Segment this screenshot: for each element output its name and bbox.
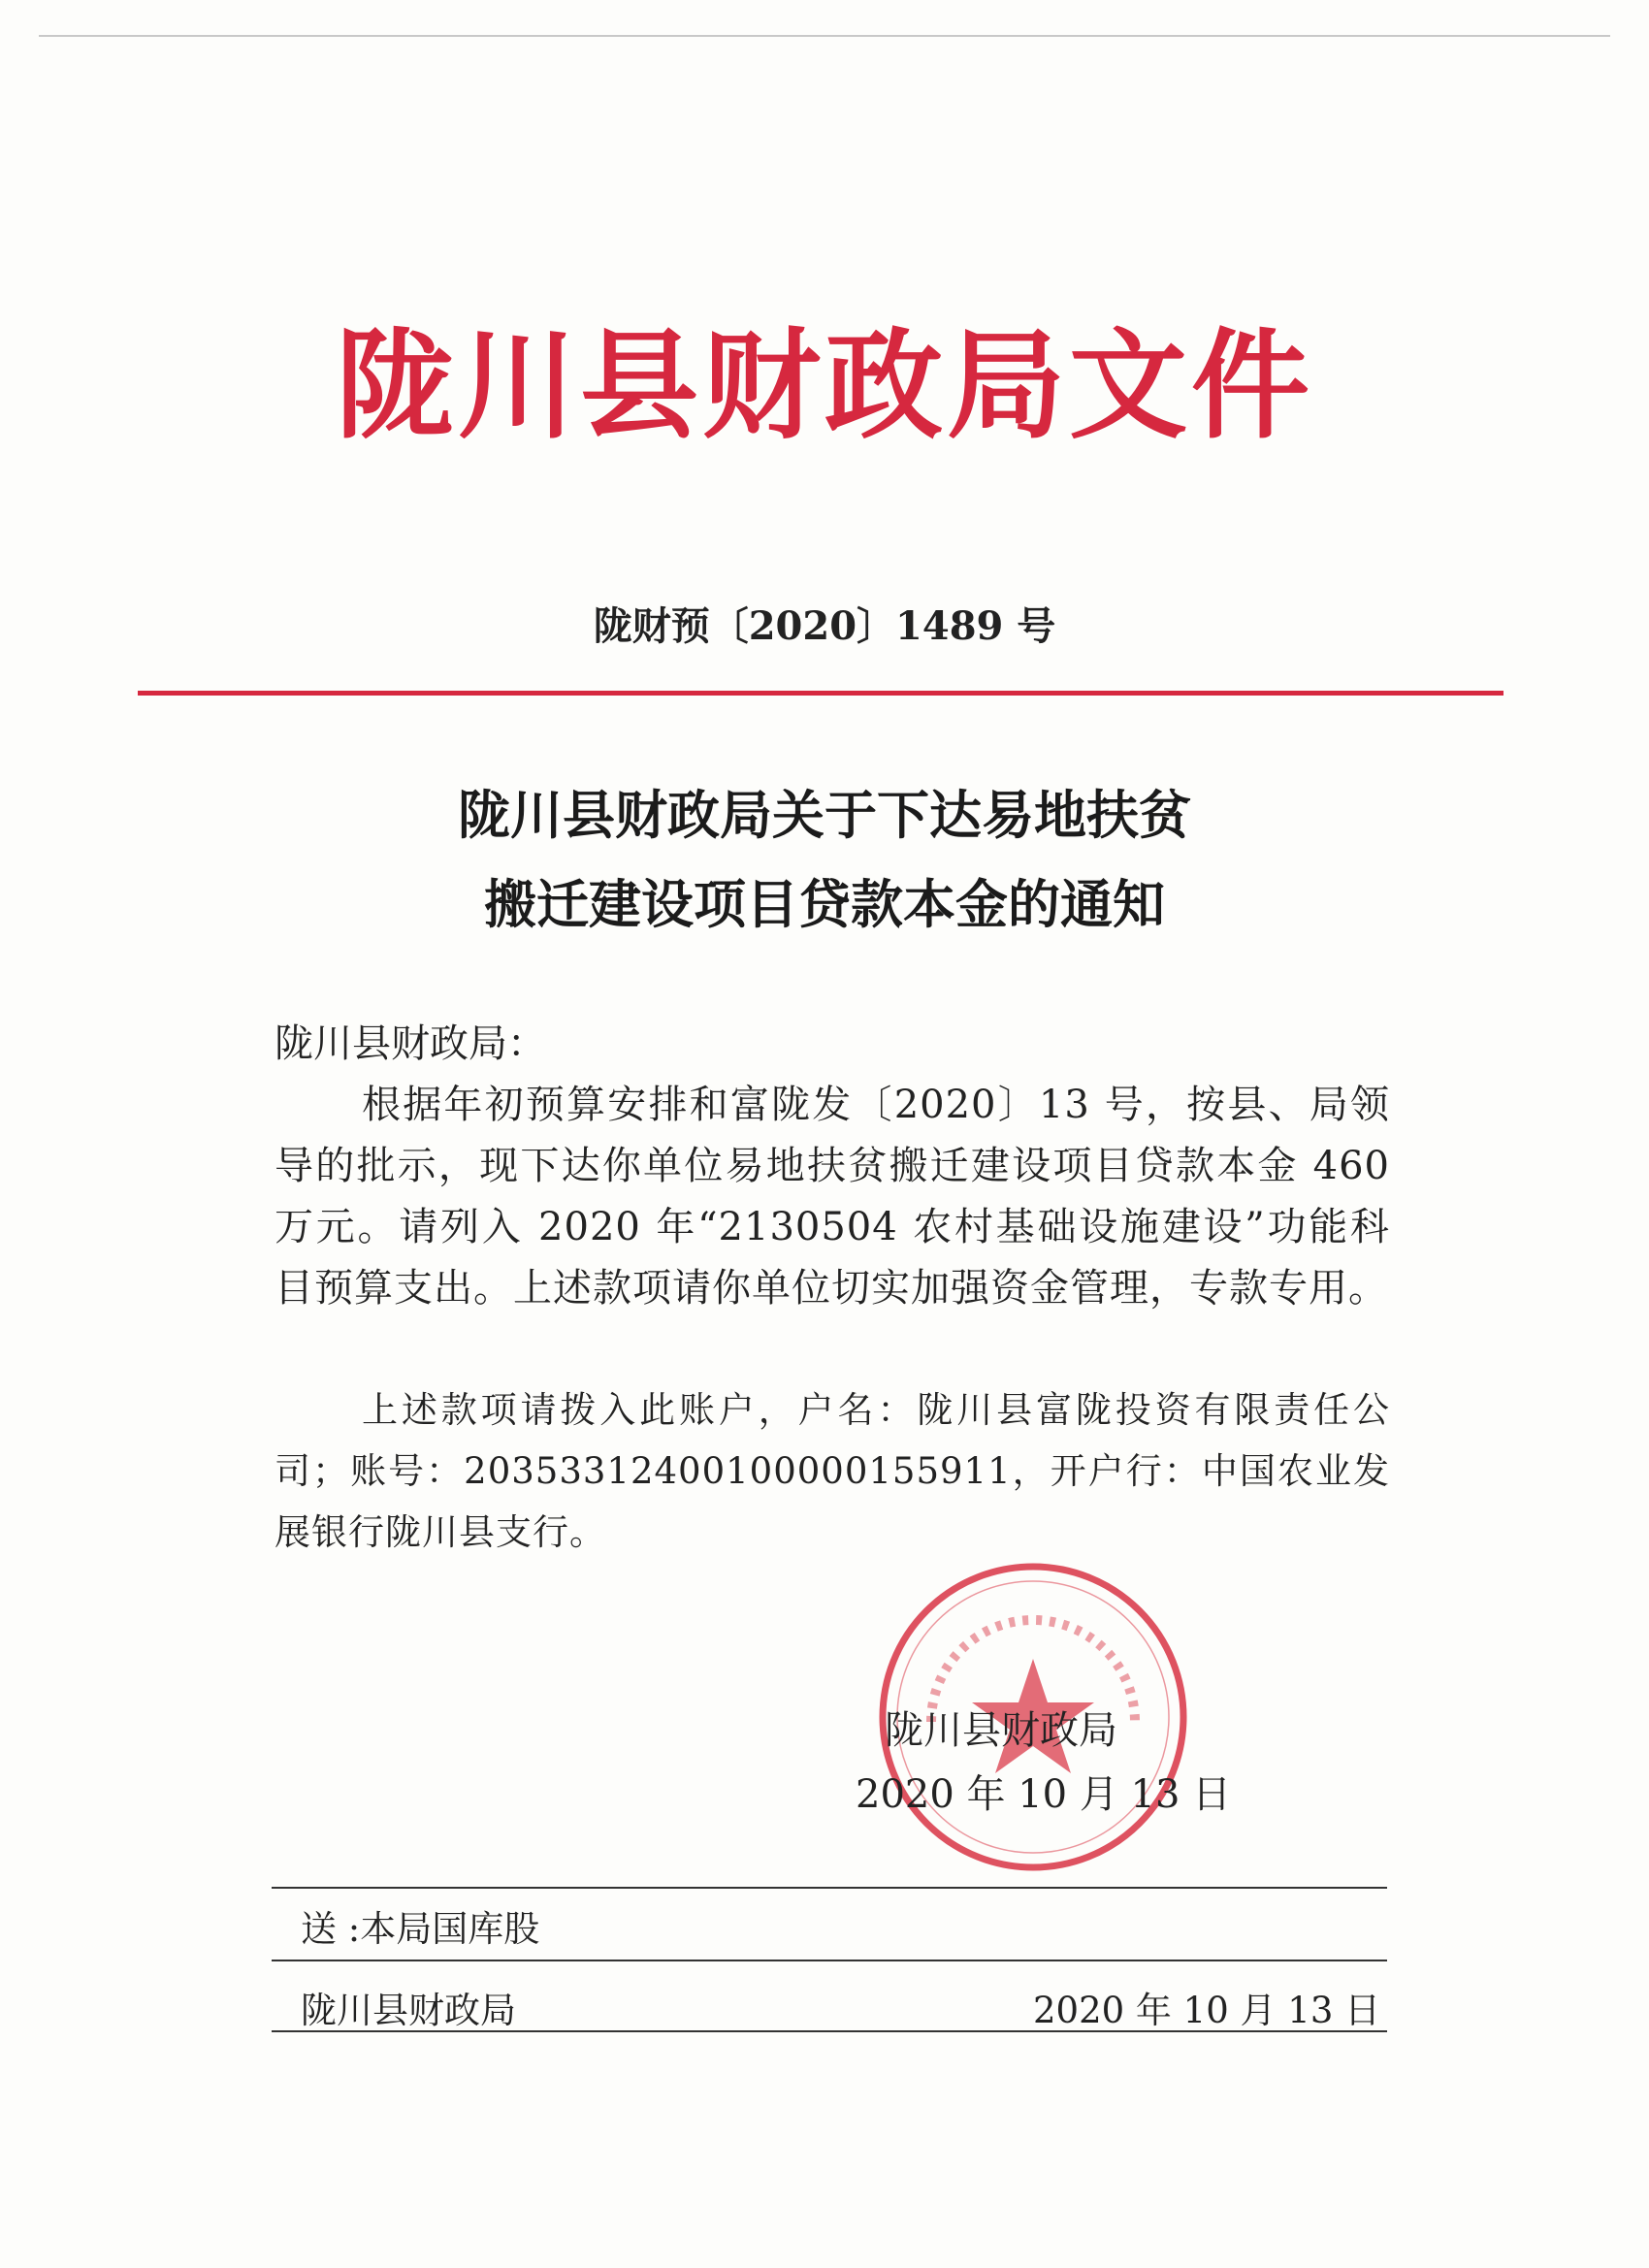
footer-rule-middle — [272, 1960, 1387, 1961]
notice-title-line-1: 陇川县财政局关于下达易地扶贫 — [458, 785, 1191, 846]
body-paragraph-2: 上述款项请拨入此账户，户名：陇川县富陇投资有限责任公司；账号：20353312400100000155911，开户行：中国农业发展银行陇川县支行。 — [275, 1389, 1390, 1553]
scan-edge-line — [39, 35, 1610, 37]
header-red-rule — [138, 691, 1504, 696]
body-paragraph-1: 根据年初预算安排和富陇发〔2020〕13 号，按县、局领导的批示，现下达你单位易地扶贫搬迁建设项目贷款本金 460 万元。请列入 2020 年“2130504 农村基础设施建设”功能科目预算支出。上述款项请你单位切实加强资金管理，专款专用。 — [275, 1083, 1390, 1311]
footer-rule-top — [272, 1887, 1387, 1889]
footer-issuer: 陇川县财政局 — [301, 1990, 516, 2031]
salutation: 陇川县财政局： — [275, 1021, 546, 1066]
signature-date: 2020 年 10 月 13 日 — [856, 1772, 1232, 1817]
footer-issue-date: 2020 年 10 月 13 日 — [1033, 1990, 1381, 2031]
notice-title — [0, 771, 1649, 950]
carbon-copy-recipient: 送 :本局国库股 — [301, 1908, 540, 1950]
footer-rule-bottom — [272, 2030, 1387, 2032]
document-number: 陇财预〔2020〕1489 号 — [593, 603, 1056, 649]
signature-org: 陇川县财政局 — [885, 1708, 1117, 1753]
document-header-title: 陇川县财政局文件 — [336, 317, 1313, 455]
notice-title-line-2: 搬迁建设项目贷款本金的通知 — [484, 874, 1165, 935]
